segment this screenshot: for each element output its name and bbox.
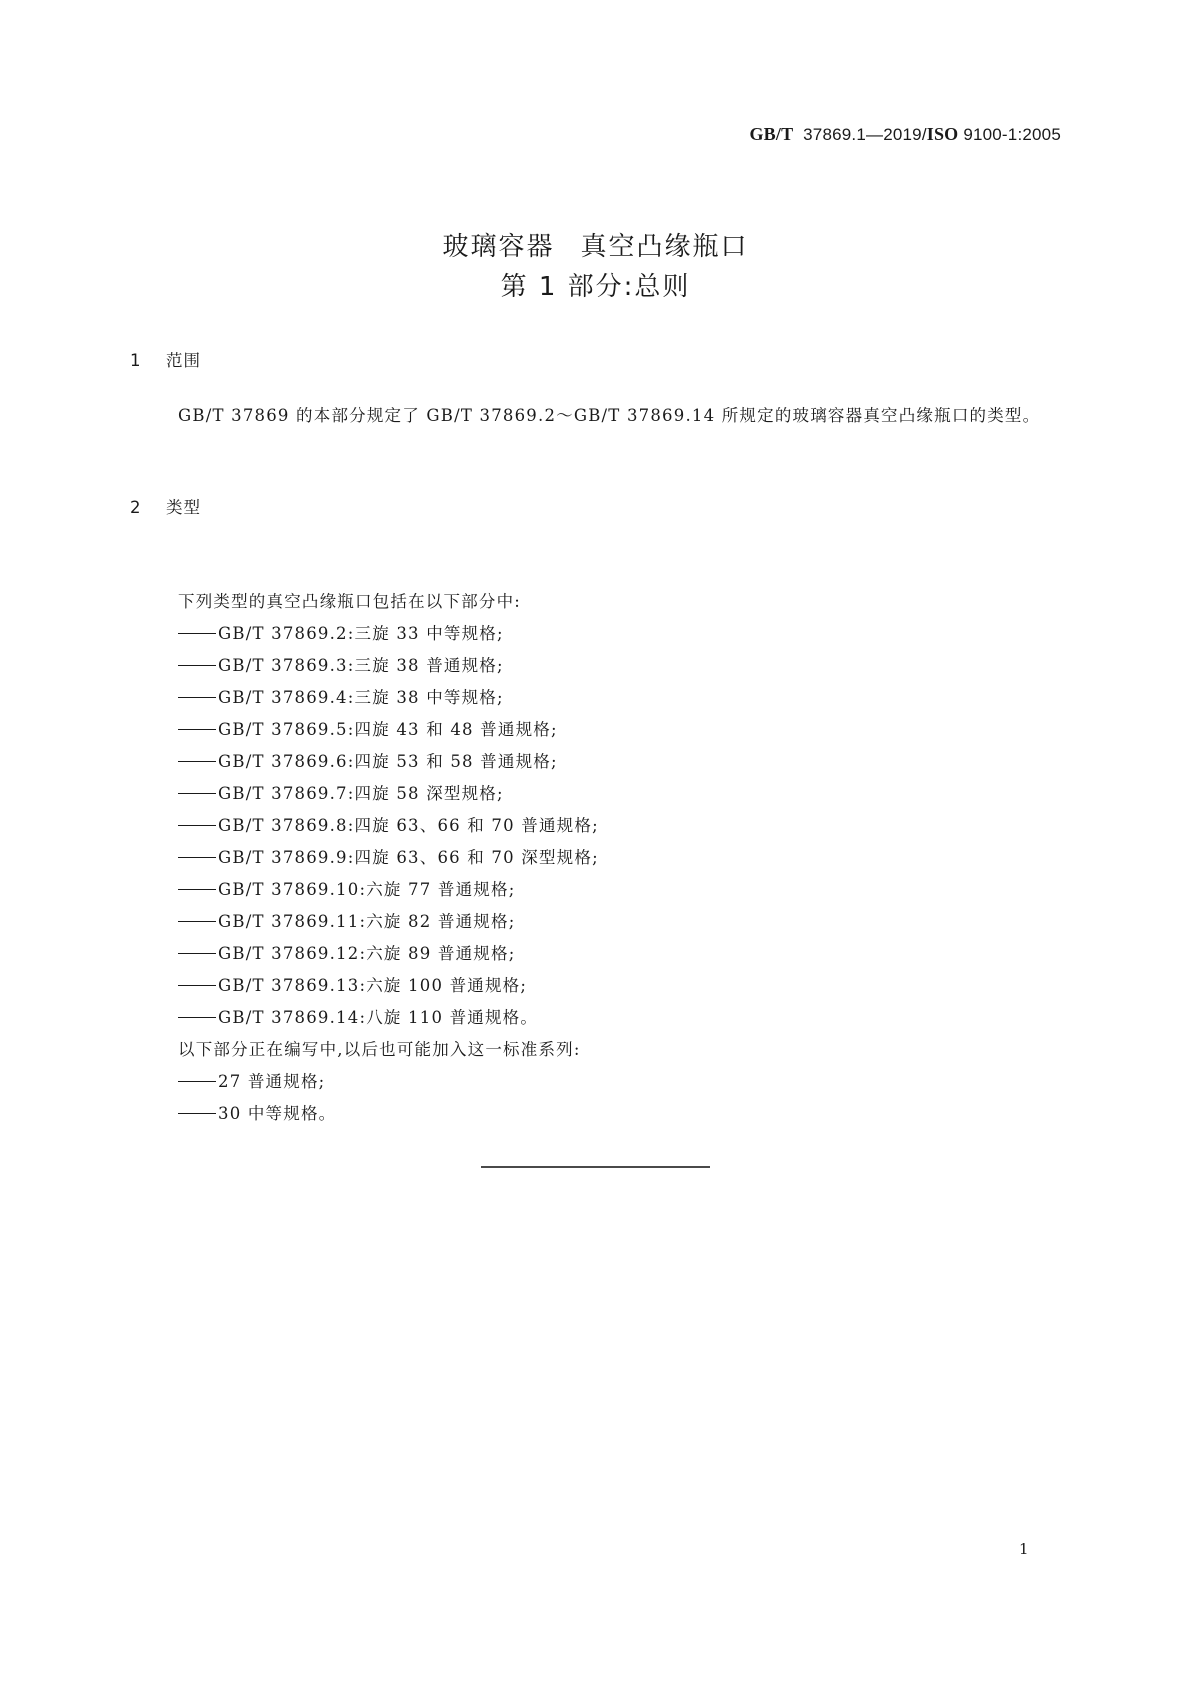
dash-marker xyxy=(178,1081,216,1082)
header-prefix: GB/T xyxy=(749,124,794,144)
list-item: GB/T 37869.9:四旋 63、66 和 70 深型规格; xyxy=(178,842,599,874)
list-item: GB/T 37869.3:三旋 38 普通规格; xyxy=(178,650,599,682)
dash-marker xyxy=(178,889,216,890)
dash-marker xyxy=(178,985,216,986)
title-line-2: 第 1 部分:总则 xyxy=(500,272,691,302)
list-item: GB/T 37869.6:四旋 53 和 58 普通规格; xyxy=(178,746,599,778)
list-intro: 下列类型的真空凸缘瓶口包括在以下部分中: xyxy=(178,592,522,611)
section-2-heading xyxy=(130,494,201,518)
document-title xyxy=(0,227,1191,307)
dash-marker xyxy=(178,921,216,922)
list-item: GB/T 37869.8:四旋 63、66 和 70 普通规格; xyxy=(178,810,599,842)
header-iso-code: 9100-1:2005 xyxy=(963,125,1061,144)
section-title: 范围 xyxy=(166,351,201,370)
standard-code-header xyxy=(749,124,1061,145)
list-item: GB/T 37869.5:四旋 43 和 48 普通规格; xyxy=(178,714,599,746)
section-1-heading xyxy=(130,347,201,371)
list-item: GB/T 37869.2:三旋 33 中等规格; xyxy=(178,618,599,650)
section-1-paragraph xyxy=(130,400,1070,431)
future-item: 30 中等规格。 xyxy=(178,1098,599,1130)
dash-marker xyxy=(178,825,216,826)
dash-marker xyxy=(178,761,216,762)
scope-text: GB/T 37869 的本部分规定了 GB/T 37869.2～GB/T 37869.14 所规定的玻璃容器真空凸缘瓶口的类型。 xyxy=(178,406,1041,425)
dash-marker xyxy=(178,1113,216,1114)
dash-marker xyxy=(178,633,216,634)
dash-marker xyxy=(178,857,216,858)
dash-marker xyxy=(178,793,216,794)
list-item: GB/T 37869.12:六旋 89 普通规格; xyxy=(178,938,599,970)
title-part-2: 真空凸缘瓶口 xyxy=(580,232,749,262)
end-of-document-rule xyxy=(481,1166,710,1168)
future-intro: 以下部分正在编写中,以后也可能加入这一标准系列: xyxy=(178,1040,581,1059)
title-part-1: 玻璃容器 xyxy=(442,232,555,262)
dash-marker xyxy=(178,953,216,954)
types-list xyxy=(178,586,599,1130)
dash-marker xyxy=(178,665,216,666)
page-number: 1 xyxy=(1019,1540,1029,1558)
dash-marker xyxy=(178,697,216,698)
list-item: GB/T 37869.14:八旋 110 普通规格。 xyxy=(178,1002,599,1034)
header-code: 37869.1—2019/ xyxy=(803,125,927,144)
section-title: 类型 xyxy=(166,498,201,517)
title-line-1 xyxy=(0,227,1191,267)
header-iso: ISO xyxy=(926,124,959,144)
section-number: 2 xyxy=(130,498,142,517)
future-item: 27 普通规格; xyxy=(178,1066,599,1098)
list-item: GB/T 37869.10:六旋 77 普通规格; xyxy=(178,874,599,906)
list-item: GB/T 37869.4:三旋 38 中等规格; xyxy=(178,682,599,714)
section-number: 1 xyxy=(130,351,142,370)
dash-marker xyxy=(178,729,216,730)
list-item: GB/T 37869.11:六旋 82 普通规格; xyxy=(178,906,599,938)
dash-marker xyxy=(178,1017,216,1018)
list-item: GB/T 37869.7:四旋 58 深型规格; xyxy=(178,778,599,810)
list-item: GB/T 37869.13:六旋 100 普通规格; xyxy=(178,970,599,1002)
